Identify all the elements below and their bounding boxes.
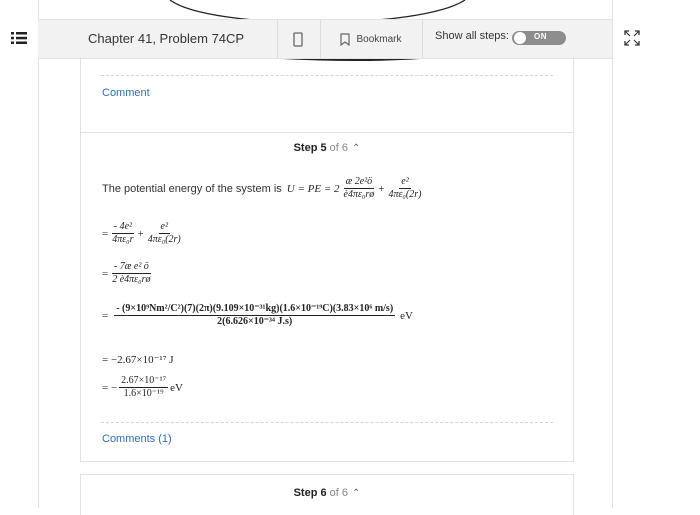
toggle-knob [514,32,526,44]
fraction-denominator: 1.6×10⁻¹⁹ [123,388,164,399]
equals-minus: = − [102,381,118,394]
step-header[interactable] [81,142,573,154]
fraction-denominator: 4πε₀r [112,234,134,245]
previous-step-card [80,57,574,133]
fraction [110,261,152,286]
equation-line-6 [102,375,183,400]
fraction [146,221,183,246]
equation-line-3 [102,261,154,286]
fraction-numerator: - 7æ e² ö [113,261,149,272]
phone-icon [293,32,303,47]
step-card [80,131,574,462]
comment-link[interactable]: Comment [102,87,150,99]
fraction-numerator: 2.67×10⁻¹⁷ [121,375,167,386]
step-intro-text: The potential energy of the system is [102,182,282,195]
list-menu-icon [11,31,27,45]
equals-sign: = [102,309,109,322]
menu-button[interactable] [0,19,38,57]
fraction-numerator: - (9×10⁹Nm²/C²)(7)(2π)(9.109×10⁻³¹kg)(1.6×10⁻¹⁹C)(3.83×10⁶ m/s) [116,303,394,314]
step-number: Step 6 [293,487,327,499]
comments-link[interactable]: Comments (1) [102,433,172,445]
equation-line-4 [102,303,413,328]
fraction [342,176,377,201]
expand-icon [624,30,640,46]
bookmark-icon [340,33,350,46]
toolbar-separator [422,20,423,58]
fraction-numerator: æ 2e²ö [345,176,373,187]
show-all-steps-toggle[interactable] [512,31,566,45]
left-divider [38,0,39,508]
fraction [119,375,168,400]
fraction [110,221,135,246]
step-of-total: of 6 [326,487,349,499]
fraction-numerator: e² [401,176,409,187]
fraction [114,303,395,328]
equals-sign: = [102,267,109,280]
equation-line-5 [102,353,174,366]
fraction-numerator: - 4e² [113,221,133,232]
fraction-numerator: e² [160,221,168,232]
plus-sign: + [137,227,144,240]
mobile-view-button[interactable] [278,20,318,58]
chapter-title: Chapter 41, Problem 74CP [88,31,245,46]
toolbar [38,19,612,59]
step-number: Step 5 [293,142,327,154]
plus-sign: + [378,182,385,195]
step-header[interactable] [81,487,573,499]
fraction-denominator: 4πε₀(2r) [147,234,181,245]
pe-lhs: U = PE = 2 [286,182,340,195]
chevron-up-icon: ⌃ [352,488,361,499]
chevron-up-icon: ⌃ [352,143,361,154]
expand-button[interactable] [612,19,652,57]
step-of-total: of 6 [326,142,349,154]
equation-line-1 [102,176,425,201]
fraction-denominator: 2 è4πε₀rø [112,274,151,285]
result-joules: = −2.67×10⁻¹⁷ J [102,354,174,366]
equals-sign: = [102,227,109,240]
unit-ev: eV [170,381,183,394]
unit-ev: eV [400,309,413,322]
dashed-divider [101,422,553,423]
fraction-denominator: è4πε₀rø [343,189,375,200]
fraction-denominator: 4πε₀(2r) [388,189,422,200]
toggle-state: ON [534,32,547,41]
dashed-divider [101,75,553,76]
show-all-steps-label: Show all steps: [435,30,509,42]
right-divider [612,0,613,508]
bookmark-label: Bookmark [356,33,402,45]
equation-line-2 [102,221,185,246]
bookmark-button[interactable] [320,20,422,58]
fraction-denominator: 2(6.626×10⁻³⁴ J.s) [217,316,293,327]
fraction [386,176,423,201]
next-step-card [80,474,574,515]
